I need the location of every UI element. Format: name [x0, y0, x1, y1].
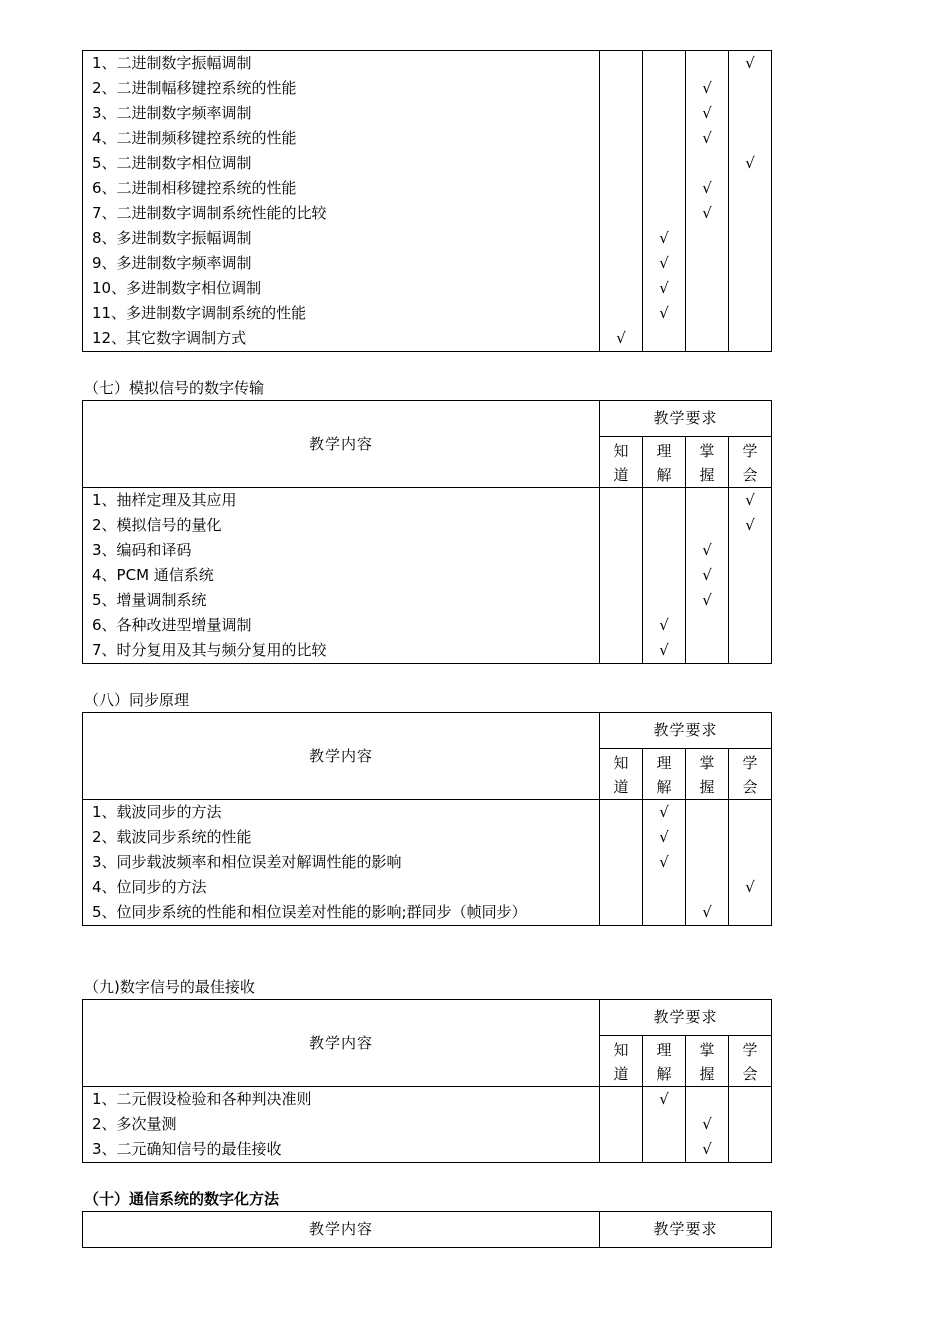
content-cell [83, 488, 600, 664]
mark-column-know [600, 800, 643, 926]
check-mark: √ [702, 129, 712, 147]
empty-mark-slot [729, 101, 771, 126]
list-item: 8、多进制数字振幅调制 [92, 229, 252, 247]
mark-column-understand [643, 800, 686, 926]
empty-mark-slot [600, 638, 642, 663]
header-level-learn: 学 会 [729, 437, 772, 488]
empty-mark-slot [686, 301, 728, 326]
empty-mark-slot [643, 875, 685, 900]
empty-mark-slot [600, 875, 642, 900]
empty-mark-slot [686, 800, 728, 825]
empty-mark-slot [600, 900, 642, 925]
empty-mark-slot [729, 825, 771, 850]
empty-mark-slot [729, 251, 771, 276]
empty-mark-slot [643, 51, 685, 76]
empty-mark-slot [686, 251, 728, 276]
empty-mark-slot [729, 1137, 771, 1162]
list-item: 4、PCM 通信系统 [92, 566, 214, 584]
check-mark: √ [702, 79, 712, 97]
check-mark: √ [659, 304, 669, 322]
check-mark: √ [745, 154, 755, 172]
empty-mark-slot [729, 176, 771, 201]
empty-mark-slot [729, 326, 771, 351]
empty-mark-slot [643, 563, 685, 588]
empty-mark-slot [643, 101, 685, 126]
check-mark: √ [702, 104, 712, 122]
empty-mark-slot [643, 1112, 685, 1137]
header-requirement: 教学要求 [600, 401, 772, 437]
list-item: 5、增量调制系统 [92, 591, 207, 609]
header-level-know: 知 道 [600, 1036, 643, 1087]
check-mark: √ [745, 54, 755, 72]
check-mark: √ [659, 641, 669, 659]
empty-mark-slot [686, 326, 728, 351]
empty-mark-slot [600, 276, 642, 301]
check-mark: √ [702, 566, 712, 584]
check-mark: √ [745, 516, 755, 534]
empty-mark-slot [686, 638, 728, 663]
mark-column-learn [729, 488, 772, 664]
empty-mark-slot [600, 563, 642, 588]
header-content: 教学内容 [83, 401, 600, 488]
empty-mark-slot [686, 226, 728, 251]
empty-mark-slot [729, 276, 771, 301]
empty-mark-slot [600, 251, 642, 276]
empty-mark-slot [643, 201, 685, 226]
empty-mark-slot [600, 101, 642, 126]
empty-mark-slot [600, 151, 642, 176]
list-item: 6、各种改进型增量调制 [92, 616, 252, 634]
check-mark: √ [659, 279, 669, 297]
empty-mark-slot [600, 51, 642, 76]
empty-mark-slot [729, 613, 771, 638]
empty-mark-slot [643, 900, 685, 925]
empty-mark-slot [643, 76, 685, 101]
empty-mark-slot [729, 850, 771, 875]
empty-mark-slot [643, 126, 685, 151]
empty-mark-slot [643, 1137, 685, 1162]
empty-mark-slot [729, 588, 771, 613]
empty-mark-slot [729, 1112, 771, 1137]
content-cell [83, 51, 600, 352]
empty-mark-slot [600, 176, 642, 201]
header-level-learn: 学 会 [729, 749, 772, 800]
header-level-master: 掌 握 [686, 749, 729, 800]
list-item: 7、时分复用及其与频分复用的比较 [92, 641, 327, 659]
header-level-master: 掌 握 [686, 1036, 729, 1087]
empty-mark-slot [643, 176, 685, 201]
mark-column-master [686, 800, 729, 926]
empty-mark-slot [686, 850, 728, 875]
list-item: 10、多进制数字相位调制 [92, 279, 262, 297]
table-digital-modulation [82, 50, 772, 352]
list-item: 12、其它数字调制方式 [92, 329, 247, 347]
list-item: 5、二进制数字相位调制 [92, 154, 252, 172]
mark-column-master [686, 488, 729, 664]
list-item: 3、二元确知信号的最佳接收 [92, 1140, 282, 1158]
mark-column-understand [643, 1087, 686, 1163]
empty-mark-slot [600, 1112, 642, 1137]
check-mark: √ [702, 903, 712, 921]
header-content: 教学内容 [83, 713, 600, 800]
empty-mark-slot [729, 563, 771, 588]
mark-column-understand [643, 51, 686, 352]
content-cell [83, 1087, 600, 1163]
header-requirement: 教学要求 [600, 713, 772, 749]
header-level-know: 知 道 [600, 437, 643, 488]
list-item: 6、二进制相移键控系统的性能 [92, 179, 297, 197]
section-title-7: （七）模拟信号的数字传输 [84, 379, 265, 397]
empty-mark-slot [600, 513, 642, 538]
empty-mark-slot [729, 126, 771, 151]
check-mark: √ [659, 853, 669, 871]
list-item: 11、多进制数字调制系统的性能 [92, 304, 307, 322]
table-section-7 [82, 400, 772, 664]
empty-mark-slot [600, 588, 642, 613]
list-item: 3、二进制数字频率调制 [92, 104, 252, 122]
list-item: 1、二进制数字振幅调制 [92, 54, 252, 72]
mark-column-know [600, 51, 643, 352]
empty-mark-slot [600, 800, 642, 825]
check-mark: √ [659, 616, 669, 634]
empty-mark-slot [729, 226, 771, 251]
empty-mark-slot [729, 1087, 771, 1112]
empty-mark-slot [643, 513, 685, 538]
check-mark: √ [659, 254, 669, 272]
table-section-9 [82, 999, 772, 1163]
check-mark: √ [702, 1140, 712, 1158]
section-title-10: （十）通信系统的数字化方法 [84, 1190, 280, 1208]
list-item: 5、位同步系统的性能和相位误差对性能的影响;群同步（帧同步） [92, 903, 527, 921]
header-level-understand: 理 解 [643, 437, 686, 488]
empty-mark-slot [729, 800, 771, 825]
list-item: 2、多次量测 [92, 1115, 177, 1133]
empty-mark-slot [686, 1087, 728, 1112]
check-mark: √ [745, 878, 755, 896]
empty-mark-slot [729, 638, 771, 663]
empty-mark-slot [686, 276, 728, 301]
check-mark: √ [702, 204, 712, 222]
empty-mark-slot [643, 538, 685, 563]
list-item: 2、载波同步系统的性能 [92, 828, 252, 846]
mark-column-learn [729, 51, 772, 352]
empty-mark-slot [686, 151, 728, 176]
mark-column-learn [729, 1087, 772, 1163]
section-title-8: （八）同步原理 [84, 691, 190, 709]
header-level-learn: 学 会 [729, 1036, 772, 1087]
mark-column-master [686, 1087, 729, 1163]
content-cell [83, 800, 600, 926]
list-item: 4、位同步的方法 [92, 878, 207, 896]
mark-column-understand [643, 488, 686, 664]
empty-mark-slot [686, 488, 728, 513]
check-mark: √ [616, 329, 626, 347]
empty-mark-slot [729, 301, 771, 326]
empty-mark-slot [600, 538, 642, 563]
empty-mark-slot [729, 201, 771, 226]
check-mark: √ [702, 179, 712, 197]
check-mark: √ [659, 803, 669, 821]
section-title-9: （九)数字信号的最佳接收 [84, 978, 255, 996]
mark-column-master [686, 51, 729, 352]
empty-mark-slot [600, 1087, 642, 1112]
header-level-master: 掌 握 [686, 437, 729, 488]
list-item: 1、抽样定理及其应用 [92, 491, 237, 509]
list-item: 2、二进制幅移键控系统的性能 [92, 79, 297, 97]
list-item: 3、同步载波频率和相位误差对解调性能的影响 [92, 853, 402, 871]
header-content: 教学内容 [83, 1000, 600, 1087]
list-item: 7、二进制数字调制系统性能的比较 [92, 204, 327, 222]
mark-column-learn [729, 800, 772, 926]
list-item: 4、二进制频移键控系统的性能 [92, 129, 297, 147]
header-content: 教学内容 [83, 1212, 600, 1248]
empty-mark-slot [600, 226, 642, 251]
table-section-10 [82, 1211, 772, 1248]
empty-mark-slot [600, 76, 642, 101]
check-mark: √ [702, 591, 712, 609]
list-item: 9、多进制数字频率调制 [92, 254, 252, 272]
empty-mark-slot [600, 201, 642, 226]
list-item: 3、编码和译码 [92, 541, 192, 559]
empty-mark-slot [643, 151, 685, 176]
check-mark: √ [702, 1115, 712, 1133]
header-requirement: 教学要求 [600, 1000, 772, 1036]
check-mark: √ [659, 1090, 669, 1108]
empty-mark-slot [686, 825, 728, 850]
empty-mark-slot [686, 875, 728, 900]
table-section-8 [82, 712, 772, 926]
header-requirement: 教学要求 [600, 1212, 772, 1248]
list-item: 1、二元假设检验和各种判决准则 [92, 1090, 312, 1108]
empty-mark-slot [600, 825, 642, 850]
header-level-understand: 理 解 [643, 1036, 686, 1087]
check-mark: √ [659, 828, 669, 846]
check-mark: √ [702, 541, 712, 559]
empty-mark-slot [686, 613, 728, 638]
empty-mark-slot [600, 850, 642, 875]
header-level-understand: 理 解 [643, 749, 686, 800]
empty-mark-slot [643, 488, 685, 513]
empty-mark-slot [729, 538, 771, 563]
empty-mark-slot [729, 900, 771, 925]
header-level-know: 知 道 [600, 749, 643, 800]
list-item: 1、载波同步的方法 [92, 803, 222, 821]
empty-mark-slot [686, 51, 728, 76]
empty-mark-slot [600, 301, 642, 326]
check-mark: √ [745, 491, 755, 509]
empty-mark-slot [686, 513, 728, 538]
empty-mark-slot [600, 1137, 642, 1162]
list-item: 2、模拟信号的量化 [92, 516, 222, 534]
mark-column-know [600, 488, 643, 664]
empty-mark-slot [643, 588, 685, 613]
empty-mark-slot [643, 326, 685, 351]
mark-column-know [600, 1087, 643, 1163]
empty-mark-slot [729, 76, 771, 101]
empty-mark-slot [600, 126, 642, 151]
empty-mark-slot [600, 488, 642, 513]
empty-mark-slot [600, 613, 642, 638]
check-mark: √ [659, 229, 669, 247]
